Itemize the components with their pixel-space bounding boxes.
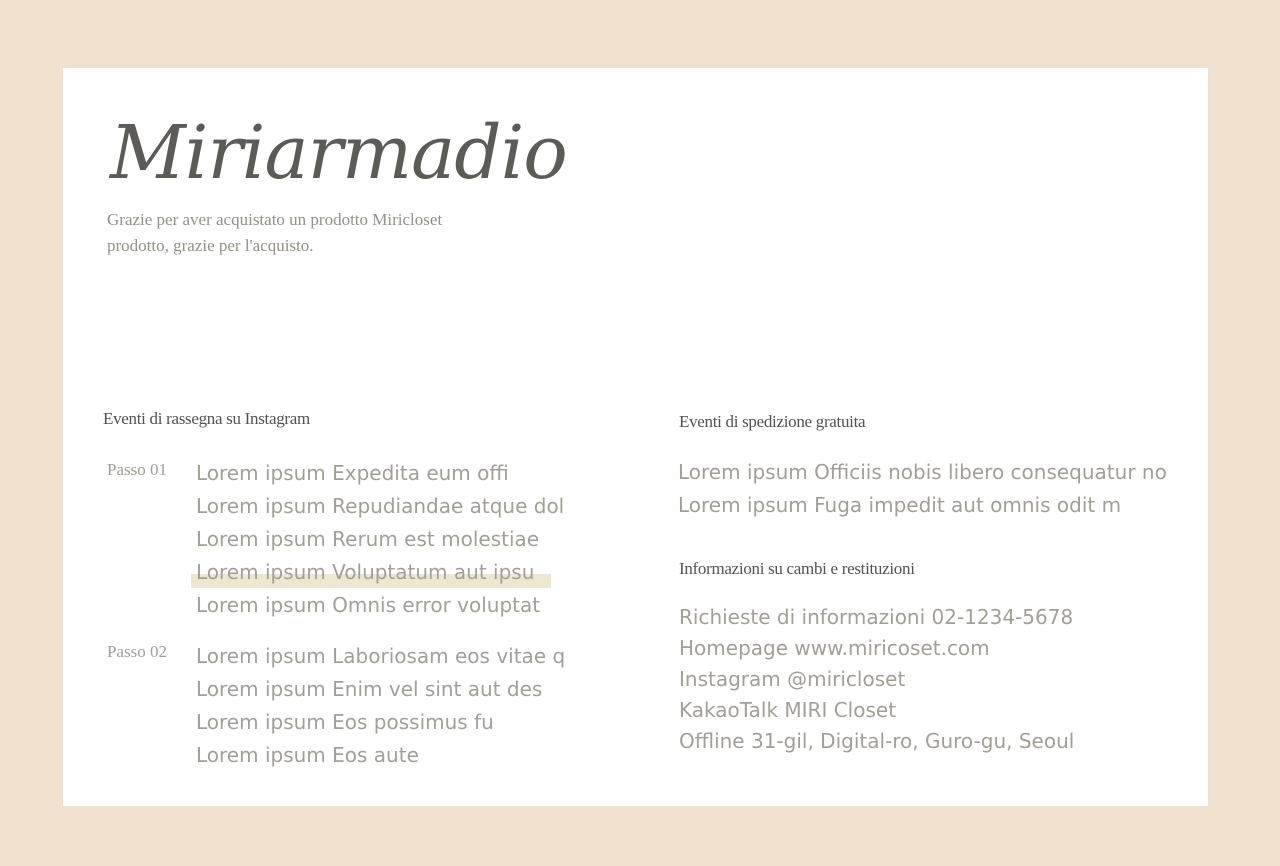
step-02-list	[196, 640, 565, 772]
list-item: Lorem ipsum Expedita eum offi	[196, 461, 509, 485]
shipping-events-title: Eventi di spedizione gratuita	[679, 412, 866, 431]
list-item: Lorem ipsum Officiis nobis libero consequatur no	[678, 460, 1167, 484]
step-01-label: Passo 01	[107, 460, 167, 479]
list-item: Lorem ipsum Fuga impedit aut omnis odit m	[678, 493, 1122, 517]
contact-offline-address: Offline 31-gil, Digital-ro, Guro-gu, Seoul	[679, 729, 1075, 753]
list-item: Lorem ipsum Eos possimus fu	[196, 710, 494, 734]
list-item: Lorem ipsum Enim vel sint aut des	[196, 677, 543, 701]
tagline-line-2: prodotto, grazie per l'acquisto.	[107, 236, 314, 255]
list-item: Lorem ipsum Eos aute	[196, 743, 419, 767]
exchange-info-title: Informazioni su cambi e restituzioni	[679, 559, 915, 578]
contact-homepage: Homepage www.miricoset.com	[679, 636, 990, 660]
list-item: Lorem ipsum Laboriosam eos vitae q	[196, 644, 566, 668]
contact-kakaotalk: KakaoTalk MIRI Closet	[679, 698, 897, 722]
list-item: Lorem ipsum Omnis error voluptat	[196, 593, 541, 617]
list-item: Lorem ipsum Voluptatum aut ipsu	[196, 560, 535, 584]
list-item: Lorem ipsum Repudiandae atque dol	[196, 494, 565, 518]
step-01-list	[196, 457, 564, 622]
brand-logo-text: Miriarmadio	[110, 110, 567, 196]
contact-phone: Richieste di informazioni 02-1234-5678	[679, 605, 1074, 629]
instagram-events-title: Eventi di rassegna su Instagram	[103, 409, 310, 428]
list-item: Lorem ipsum Rerum est molestiae	[196, 527, 540, 551]
exchange-info-list	[679, 602, 1074, 757]
tagline-line-1: Grazie per aver acquistato un prodotto Miricloset	[107, 210, 443, 229]
shipping-events-list	[678, 456, 1167, 522]
contact-instagram: Instagram @miricloset	[679, 667, 906, 691]
brand-tagline	[107, 207, 567, 259]
step-02-label: Passo 02	[107, 642, 167, 661]
